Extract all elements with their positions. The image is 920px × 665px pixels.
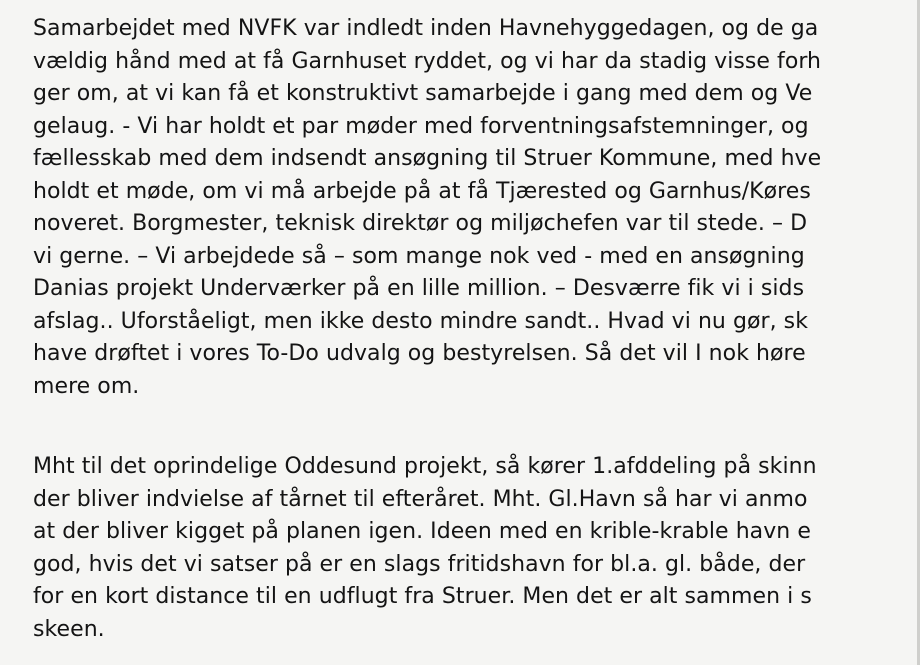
text-line: Samarbejdet med NVFK var indledt inden Havnehyggedagen, og de ga — [33, 16, 819, 41]
text-line: god, hvis det vi satser på er en slags fritidshavn for bl.a. gl. både, der — [33, 551, 806, 577]
text-line: fællesskab med dem indsendt ansøgning til Struer Kommune, med hve — [33, 146, 822, 171]
text-line: mere om. — [33, 373, 140, 399]
text-line: afslag.. Uforståeligt, men ikke desto mindre sandt.. Hvad vi nu gør, sk — [33, 308, 808, 334]
text-line: holdt et møde, om vi må arbejde på at få Tjærested og Garnhus/Køres — [33, 178, 811, 204]
text-line: ger om, at vi kan få et konstruktivt samarbejde i gang med dem og Ve — [33, 81, 813, 106]
text-line: Mht til det oprindelige Oddesund projekt, så kører 1.afddeling på skinn — [33, 454, 817, 479]
text-line: vældig hånd med at få Garnhuset ryddet, og vi har da stadig visse forh — [33, 48, 822, 74]
text-line: noveret. Borgmester, teknisk direktør og miljøchefen var til stede. – D — [33, 211, 808, 236]
text-line: Danias projekt Underværker på en lille million. – Desværre fik vi i sids — [33, 276, 805, 301]
text-line: gelaug. - Vi har holdt et par møder med forventningsafstemninger, og — [33, 113, 809, 139]
text-line: skeen. — [33, 616, 105, 642]
paragraph-oddesund-project — [33, 451, 817, 646]
text-line: at der bliver kigget på planen igen. Ideen med en krible-krable havn e — [33, 519, 811, 544]
text-line: vi gerne. – Vi arbejdede så – som mange nok ved - med en ansøgning — [33, 243, 805, 269]
text-line: for en kort distance til en udflugt fra Struer. Men det er alt sammen i s — [33, 584, 812, 609]
text-line: der bliver indvielse af tårnet til efteråret. Mht. Gl.Havn så har vi anmo — [33, 486, 808, 512]
paragraph-partnership — [33, 13, 821, 403]
text-line: have drøftet i vores To-Do udvalg og bestyrelsen. Så det vil I nok høre — [33, 341, 806, 366]
